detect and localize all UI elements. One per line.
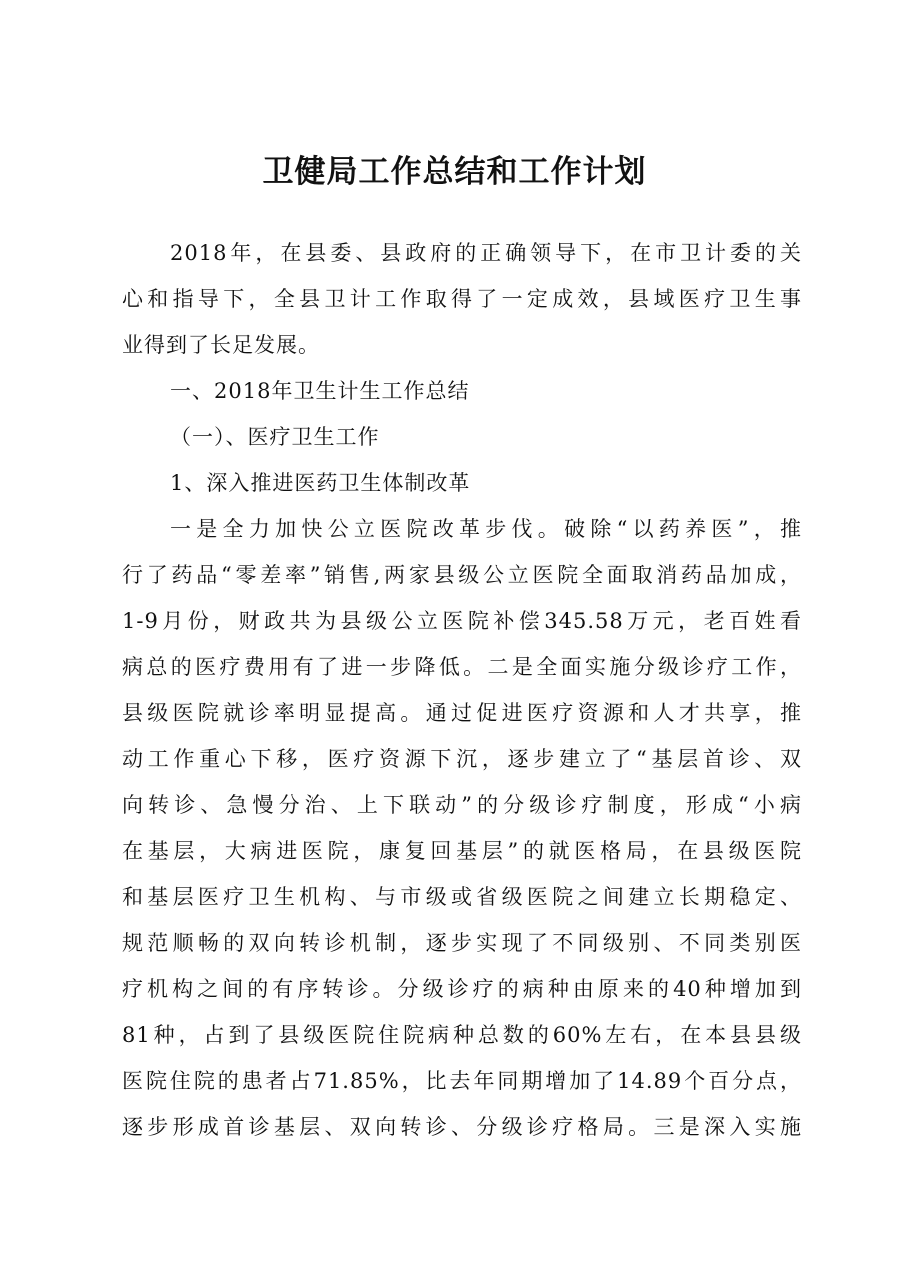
section-heading: 一、2018年卫生计生工作总结 — [170, 379, 470, 403]
paragraph-line: 一是全力加快公立医院改革步伐。破除“以药养医”，推 — [170, 517, 802, 541]
paragraph-line: 在基层，大病进医院，康复回基层”的就医格局，在县级医院 — [122, 839, 802, 863]
paragraph-line: 动工作重心下移，医疗资源下沉，逐步建立了“基层首诊、双 — [122, 747, 802, 771]
subsection-heading: （一）、医疗卫生工作 — [170, 425, 380, 449]
paragraph-line: 病总的医疗费用有了进一步降低。二是全面实施分级诊疗工作， — [122, 655, 802, 679]
paragraph-line: 规范顺畅的双向转诊机制，逐步实现了不同级别、不同类别医 — [122, 931, 802, 955]
paragraph-line: 向转诊、急慢分治、上下联动”的分级诊疗制度，形成“小病 — [122, 793, 802, 817]
paragraph-line: 心和指导下，全县卫计工作取得了一定成效，县域医疗卫生事 — [122, 287, 802, 311]
paragraph-line: 疗机构之间的有序转诊。分级诊疗的病种由原来的40种增加到 — [122, 977, 802, 1001]
paragraph-line: 2018年，在县委、县政府的正确领导下，在市卫计委的关 — [170, 241, 802, 265]
paragraph-line: 业得到了长足发展。 — [122, 333, 320, 357]
paragraph-line: 1-9月份，财政共为县级公立医院补偿345.58万元，老百姓看 — [122, 609, 802, 633]
document-title: 卫健局工作总结和工作计划 — [262, 154, 647, 190]
item-heading: 1、深入推进医药卫生体制改革 — [170, 471, 471, 495]
paragraph-line: 县级医院就诊率明显提高。通过促进医疗资源和人才共享，推 — [122, 701, 802, 725]
paragraph-line: 医院住院的患者占71.85%，比去年同期增加了14.89个百分点， — [122, 1069, 802, 1093]
paragraph-line: 和基层医疗卫生机构、与市级或省级医院之间建立长期稳定、 — [122, 885, 802, 909]
paragraph-line: 逐步形成首诊基层、双向转诊、分级诊疗格局。三是深入实施 — [122, 1115, 802, 1139]
paragraph-line: 行了药品“零差率”销售,两家县级公立医院全面取消药品加成， — [122, 563, 802, 587]
paragraph-line: 81种，占到了县级医院住院病种总数的60%左右，在本县县级 — [122, 1023, 802, 1047]
